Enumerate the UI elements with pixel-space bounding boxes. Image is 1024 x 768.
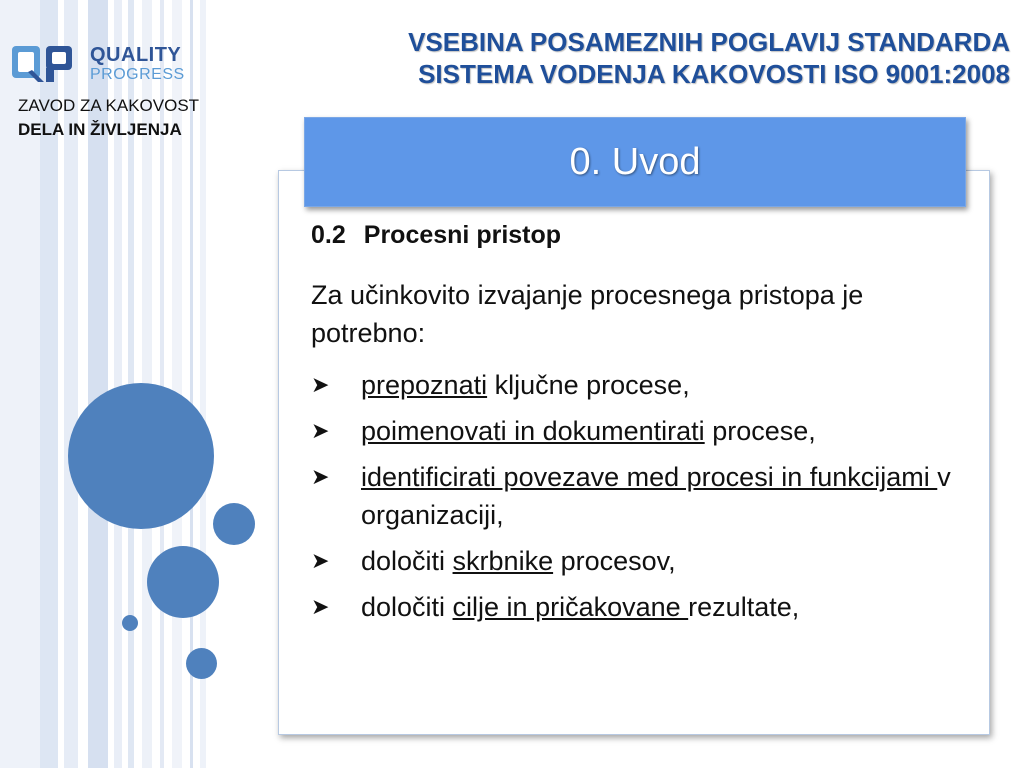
company-logo: [10, 42, 200, 152]
arrow-bullet-icon: ➤: [311, 418, 330, 443]
arrow-bullet-icon: ➤: [311, 464, 330, 489]
section-banner-text: 0. Uvod: [569, 140, 701, 183]
slide-title-line-1: VSEBINA POSAMEZNIH POGLAVIJ STANDARDA: [408, 27, 1010, 57]
bullet-pre: določiti: [361, 592, 453, 622]
intro-text: Za učinkovito izvajanje procesnega pristopa je potrebno:: [311, 280, 864, 348]
slide-title-line-2: SISTEMA VODENJA KAKOVOSTI ISO 9001:2008: [418, 59, 1010, 89]
slide-title: [210, 26, 1010, 90]
logo-tagline-1: ZAVOD ZA KAKOVOST: [18, 96, 200, 115]
decor-circle-medium: [147, 546, 219, 618]
section-banner: [304, 117, 966, 207]
decor-circle: [213, 503, 255, 545]
bullet-list: [311, 366, 971, 634]
decor-circle: [186, 648, 217, 679]
subsection-number: 0.2: [311, 221, 346, 249]
logo-quality-text: QUALITY: [90, 44, 182, 66]
list-item: [311, 366, 971, 404]
list-item: [311, 458, 971, 534]
bullet-underlined: identificirati povezave med procesi in funkcijami: [361, 462, 938, 492]
quality-progress-logo-icon: [10, 44, 76, 84]
list-item: [311, 588, 971, 626]
bullet-post: ključne procese,: [487, 370, 690, 400]
bullet-underlined: skrbnike: [452, 546, 554, 576]
arrow-bullet-icon: ➤: [311, 548, 330, 573]
list-item: [311, 542, 971, 580]
bullet-post: v organizaciji,: [361, 462, 951, 530]
logo-tagline-2: DELA IN ŽIVLJENJA: [18, 120, 182, 139]
bullet-post: procesov,: [553, 546, 676, 576]
list-item: [311, 412, 971, 450]
bullet-post: procese,: [704, 416, 816, 446]
bullet-underlined: cilje in pričakovane: [452, 592, 689, 622]
logo-progress-text: PROGRESS: [90, 66, 185, 83]
decor-circle-small: [122, 615, 138, 631]
bullet-pre: določiti: [361, 546, 453, 576]
bullet-post: rezultate,: [688, 592, 800, 622]
decor-circle-large: [68, 383, 214, 529]
arrow-bullet-icon: ➤: [311, 372, 330, 397]
bullet-underlined: poimenovati in dokumentirati: [361, 416, 705, 446]
subsection-name: Procesni pristop: [363, 221, 562, 249]
bullet-underlined: prepoznati: [361, 370, 488, 400]
subsection-heading: [311, 221, 579, 250]
arrow-bullet-icon: ➤: [311, 594, 330, 619]
